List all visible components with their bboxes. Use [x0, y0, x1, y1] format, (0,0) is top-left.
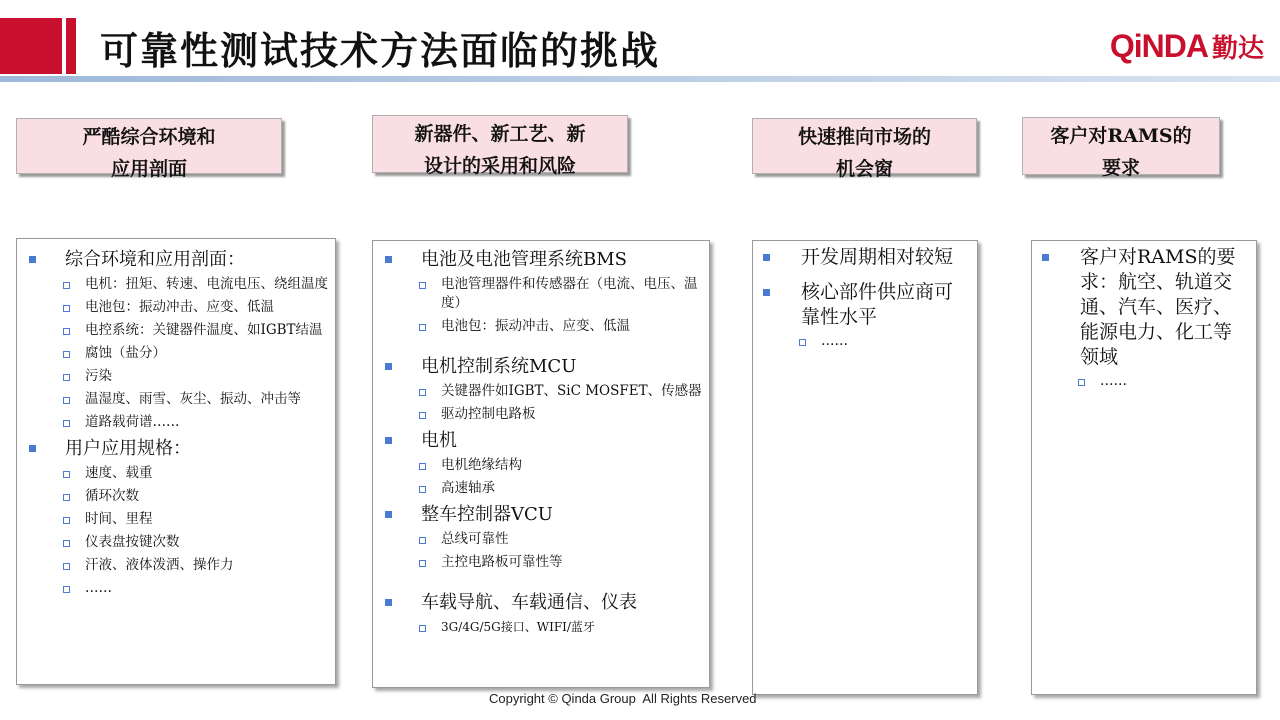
list-heading: 客户对RAMS的要求：航空、轨道交通、汽车、医疗、能源电力、化工等领域 ……	[1040, 245, 1250, 391]
category-box-time-to-market	[752, 118, 977, 180]
category-line: 新器件、新工艺、新	[414, 123, 586, 145]
spacer	[383, 576, 703, 590]
list-item: ……	[1042, 372, 1250, 391]
list-item: 主控电路板可靠性等	[383, 553, 703, 572]
list-heading: 车载导航、车载通信、仪表 3G/4G/5G接口、WIFI/蓝牙	[383, 590, 703, 637]
list-item: 高速轴承	[383, 479, 703, 498]
company-logo	[1110, 28, 1264, 65]
list-item: 电池包：振动冲击、应变、低温	[383, 317, 703, 336]
panel-rams	[1031, 240, 1257, 695]
list-item: ……	[763, 332, 971, 351]
list-item: 时间、里程	[27, 510, 329, 529]
logo-text: QiNDA	[1109, 28, 1208, 64]
list-item: 电控系统：关键器件温度、如IGBT结温	[27, 321, 329, 340]
category-line: 机会窗	[835, 158, 893, 180]
list-item: 速度、载重	[27, 464, 329, 483]
category-line: 应用剖面	[110, 158, 187, 180]
category-line: 设计的采用和风险	[423, 155, 576, 177]
list-item: 3G/4G/5G接口、WIFI/蓝牙	[383, 618, 703, 637]
list-heading: 用户应用规格： 速度、载重 循环次数 时间、里程 仪表盘按键次数 汗液、液体泼洒、操作力 ……	[27, 436, 329, 598]
category-line: 客户对RAMS的	[1050, 125, 1192, 147]
panel-new-devices	[372, 240, 710, 688]
category-line: 要求	[1101, 157, 1140, 179]
list-heading: 电池及电池管理系统BMS 电池管理器件和传感器在（电流、电压、温度） 电池包：振动冲击、应变、低温	[383, 247, 703, 336]
list-item: 电机：扭矩、转速、电流电压、绕组温度	[27, 275, 329, 294]
list-heading: 电机控制系统MCU 关键器件如IGBT、SiC MOSFET、传感器 驱动控制电路板	[383, 354, 703, 424]
header-accent-stripe	[66, 18, 76, 74]
category-line: 快速推向市场的	[797, 126, 931, 148]
list-heading: 综合环境和应用剖面： 电机：扭矩、转速、电流电压、绕组温度 电池包：振动冲击、应变、低温 电控系统：关键器件温度、如IGBT结温 腐蚀（盐分） 污染 温湿度、雨雪、灰尘、振动、冲击等 道路载荷谱……	[27, 247, 329, 432]
footer-copyright: Copyright © Qinda Group All Rights Reserved	[489, 691, 757, 706]
list-heading: 开发周期相对较短	[761, 245, 971, 270]
category-box-environment	[16, 118, 282, 180]
spacer	[383, 340, 703, 354]
list-item: 仪表盘按键次数	[27, 533, 329, 552]
page-title: 可靠性测试技术方法面临的挑战	[100, 28, 661, 73]
category-line: 严酷综合环境和	[82, 126, 216, 148]
panel-environment	[16, 238, 336, 685]
list-item: 总线可靠性	[383, 530, 703, 549]
list-item: 腐蚀（盐分）	[27, 344, 329, 363]
list-item: 污染	[27, 367, 329, 386]
list-item: ……	[27, 579, 329, 598]
list-item: 电池管理器件和传感器在（电流、电压、温度）	[383, 275, 703, 313]
list-item: 汗液、液体泼洒、操作力	[27, 556, 329, 575]
category-box-new-devices	[372, 115, 628, 177]
header-divider	[0, 76, 1280, 82]
list-heading: 电机 电机绝缘结构 高速轴承	[383, 428, 703, 498]
list-heading: 核心部件供应商可靠性水平 ……	[761, 280, 971, 351]
logo-cn: 勤达	[1211, 33, 1264, 63]
list-item: 驱动控制电路板	[383, 405, 703, 424]
list-item: 温湿度、雨雪、灰尘、振动、冲击等	[27, 390, 329, 409]
list-item: 关键器件如IGBT、SiC MOSFET、传感器	[383, 382, 703, 401]
list-heading: 整车控制器VCU 总线可靠性 主控电路板可靠性等	[383, 502, 703, 572]
list-item: 电机绝缘结构	[383, 456, 703, 475]
panel-time-to-market	[752, 240, 978, 695]
category-box-rams	[1022, 117, 1220, 179]
list-item: 循环次数	[27, 487, 329, 506]
list-item: 电池包：振动冲击、应变、低温	[27, 298, 329, 317]
list-item: 道路载荷谱……	[27, 413, 329, 432]
header-accent-block	[0, 18, 62, 74]
